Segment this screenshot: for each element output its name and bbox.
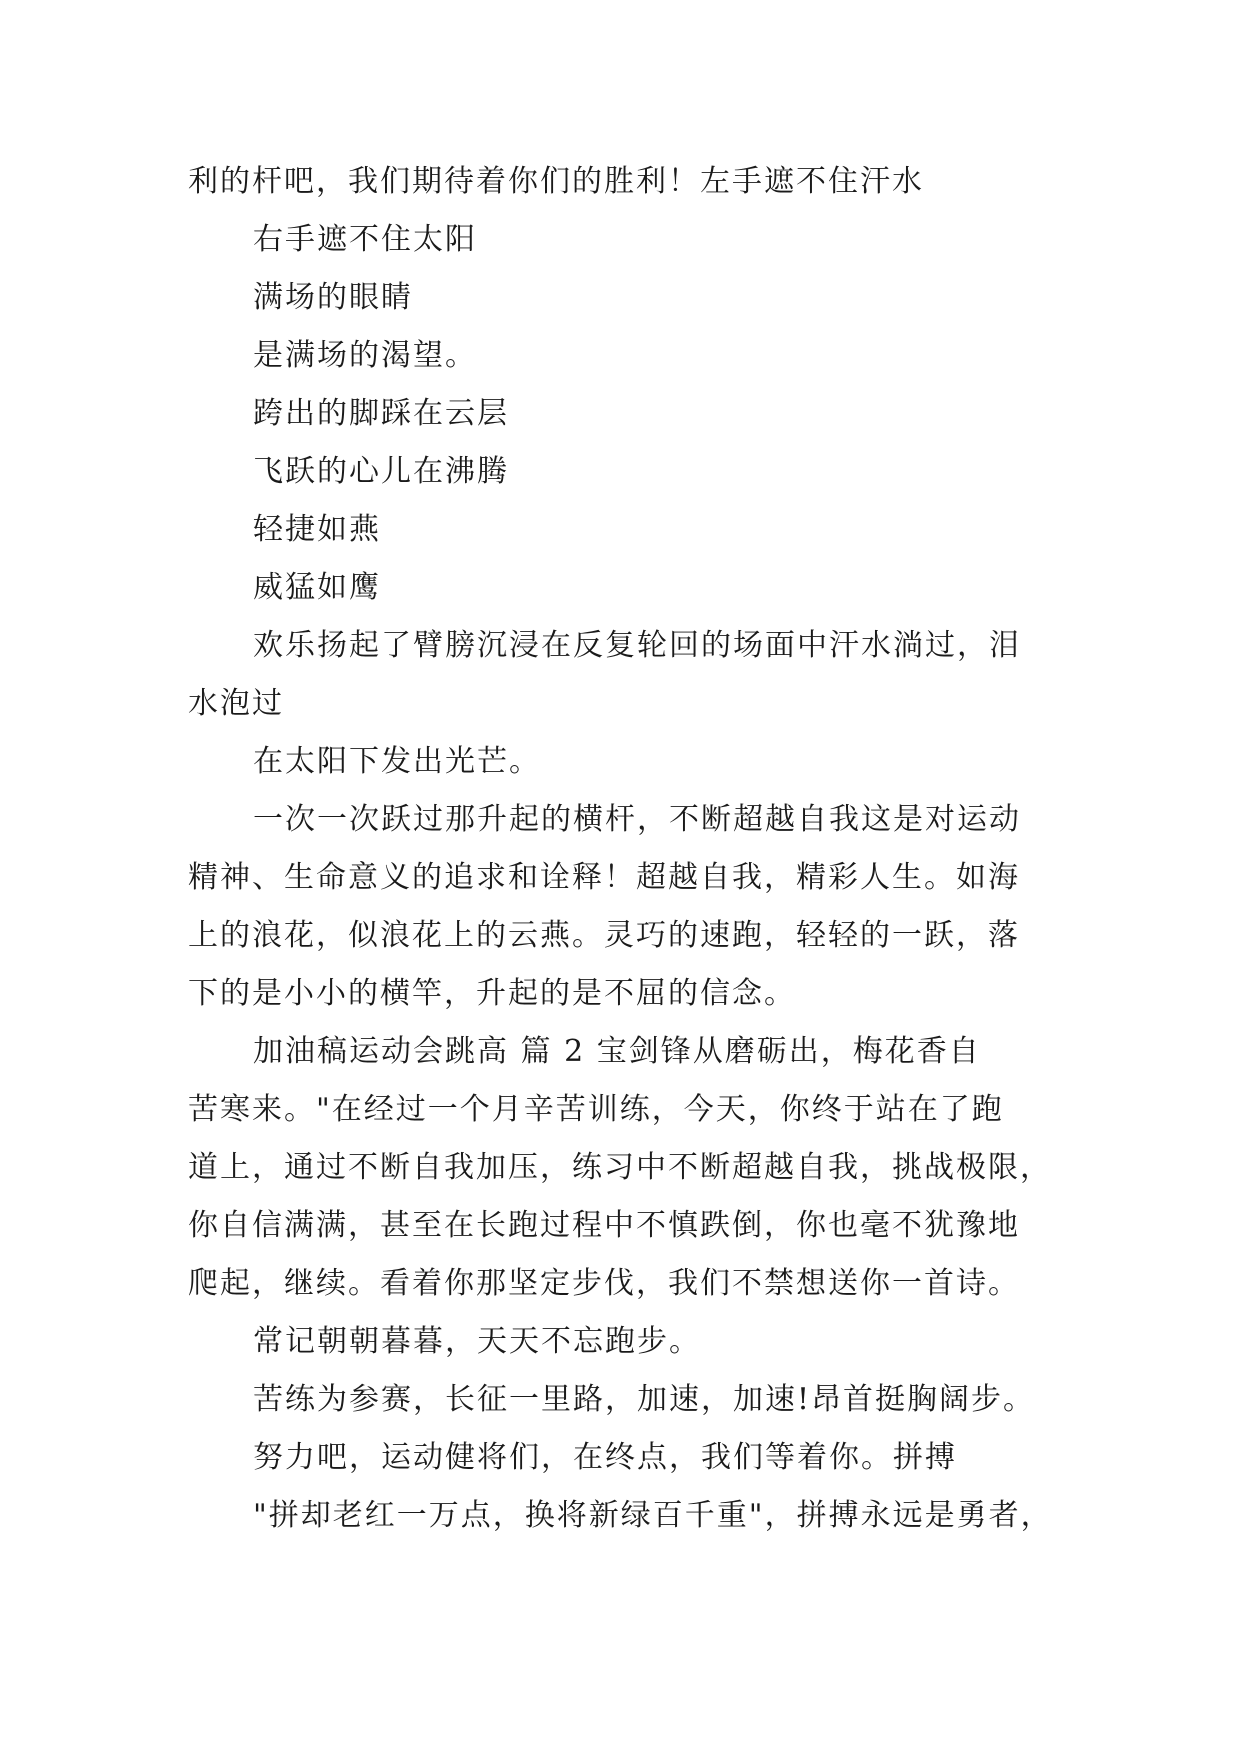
text-line: 欢乐扬起了臂膀沉浸在反复轮回的场面中汗水淌过，泪 [253, 628, 1021, 663]
text-line: 精神、生命意义的追求和诠释！超越自我，精彩人生。如海 [188, 860, 1020, 895]
text-line: 道上，通过不断自我加压，练习中不断超越自我，挑战极限， [188, 1150, 1052, 1185]
text-line: 水泡过 [188, 686, 284, 721]
text-line: "拼却老红一万点，换将新绿百千重"，拼搏永远是勇者， [253, 1498, 1053, 1533]
text-line: 苦练为参赛，长征一里路，加速，加速!昂首挺胸阔步。 [253, 1382, 1036, 1417]
section-heading-line: 加油稿运动会跳高 篇 2 宝剑锋从磨砺出，梅花香自 [253, 1034, 981, 1069]
text-line: 你自信满满，甚至在长跑过程中不慎跌倒，你也毫不犹豫地 [188, 1208, 1020, 1243]
text-line: 是满场的渴望。 [253, 338, 477, 373]
text-line: 飞跃的心儿在沸腾 [253, 454, 509, 489]
text-line: 在太阳下发出光芒。 [253, 744, 541, 779]
text-line: 一次一次跃过那升起的横杆，不断超越自我这是对运动 [253, 802, 1021, 837]
text-line: 满场的眼睛 [253, 280, 413, 315]
text-line: 利的杆吧，我们期待着你们的胜利！左手遮不住汗水 [188, 164, 924, 199]
text-line: 下的是小小的横竿，升起的是不屈的信念。 [188, 976, 796, 1011]
text-line: 苦寒来。"在经过一个月辛苦训练，今天，你终于站在了跑 [188, 1092, 1004, 1127]
text-line: 威猛如鹰 [253, 570, 381, 605]
text-line: 努力吧，运动健将们，在终点，我们等着你。拼搏 [253, 1440, 957, 1475]
text-line: 爬起，继续。看着你那坚定步伐，我们不禁想送你一首诗。 [188, 1266, 1020, 1301]
text-line: 跨出的脚踩在云层 [253, 396, 509, 431]
text-line: 上的浪花，似浪花上的云燕。灵巧的速跑，轻轻的一跃，落 [188, 918, 1020, 953]
text-line: 常记朝朝暮暮，天天不忘跑步。 [253, 1324, 701, 1359]
text-line: 轻捷如燕 [253, 512, 381, 547]
text-line: 右手遮不住太阳 [253, 222, 477, 257]
